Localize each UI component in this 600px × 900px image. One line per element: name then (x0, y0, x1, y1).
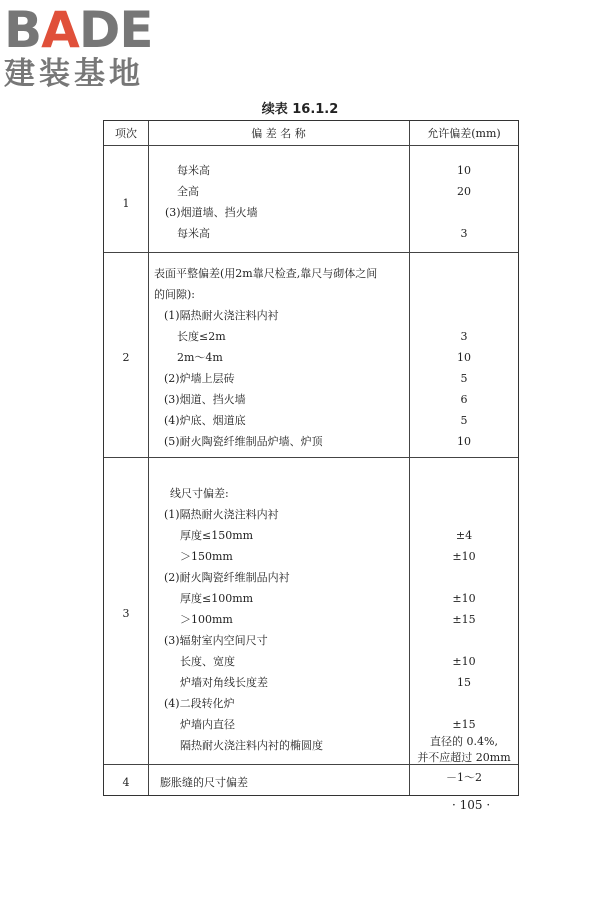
row-rule (104, 457, 518, 458)
row-3-line: ＞150mm (180, 550, 233, 563)
row-2-value: 10 (457, 435, 471, 448)
row-3-line: 厚度≤150mm (180, 529, 254, 542)
column-rule (148, 121, 149, 795)
deviation-table (103, 120, 519, 796)
logo-chinese-text: 建装基地 (4, 56, 144, 92)
row-1-index: 1 (122, 197, 130, 210)
logo-brand-prefix: B (4, 1, 42, 59)
row-1-value: 10 (457, 164, 471, 177)
header-name: 偏 差 名 称 (251, 127, 306, 140)
row-rule (104, 252, 518, 253)
row-1-line: 每米高 (177, 227, 210, 240)
row-3-value: ±15 (452, 718, 476, 731)
header-index: 项次 (115, 127, 137, 140)
row-2-index: 2 (122, 351, 130, 364)
row-2-value: 3 (460, 330, 468, 343)
row-2-line: (1)隔热耐火浇注料内衬 (164, 309, 279, 322)
row-4-value: －1～2 (446, 771, 482, 784)
row-2-line: 2m～4m (177, 351, 223, 364)
row-3-line: 炉墙对角线长度差 (180, 676, 268, 689)
row-3-line: 长度、宽度 (180, 655, 235, 668)
row-3-line: (3)辐射室内空间尺寸 (164, 634, 268, 647)
row-2-line: (5)耐火陶瓷纤维制品炉墙、炉顶 (164, 435, 323, 448)
row-3-value: ±10 (452, 655, 476, 668)
row-3-value: 15 (457, 676, 471, 689)
row-3-line: (4)二段转化炉 (164, 697, 235, 710)
row-2-value: 10 (457, 351, 471, 364)
row-3-line: ＞100mm (180, 613, 233, 626)
header-rule (104, 145, 518, 146)
page-number: · 105 · (452, 798, 491, 812)
row-3-line: 炉墙内直径 (180, 718, 235, 731)
row-2-value: 6 (460, 393, 468, 406)
row-3-line: 线尺寸偏差: (170, 487, 229, 500)
row-2-line: (4)炉底、烟道底 (164, 414, 246, 427)
row-3-line: 厚度≤100mm (180, 592, 254, 605)
row-3-line: 隔热耐火浇注料内衬的椭圆度 (180, 739, 323, 752)
row-4-index: 4 (122, 776, 130, 789)
row-2-line: 表面平整偏差(用2m靠尺检查,靠尺与砌体之间 (154, 267, 378, 280)
table-caption: 续表 16.1.2 (261, 102, 339, 117)
logo-brand (4, 1, 179, 59)
logo-brand-suffix: DE (78, 1, 153, 59)
row-3-line: (2)耐火陶瓷纤维制品内衬 (164, 571, 290, 584)
row-2-value: 5 (460, 372, 468, 385)
bade-logo (4, 1, 179, 94)
column-rule (409, 121, 410, 795)
row-1-line: (3)烟道墙、挡火墙 (165, 206, 258, 219)
row-3-value: 直径的 0.4%, (430, 735, 498, 748)
row-3-index: 3 (122, 607, 130, 620)
row-1-line: 每米高 (177, 164, 210, 177)
row-3-line: (1)隔热耐火浇注料内衬 (164, 508, 279, 521)
row-3-value: ±4 (455, 529, 473, 542)
header-value: 允许偏差(mm) (427, 127, 501, 140)
row-1-value: 3 (460, 227, 468, 240)
logo-brand-accent: A (41, 1, 79, 59)
row-3-extra-value: 并不应超过 20mm (417, 751, 511, 764)
row-2-line: 的间隙): (154, 288, 195, 301)
row-3-value: ±10 (452, 550, 476, 563)
row-1-line: 全高 (177, 185, 199, 198)
row-2-line: (3)烟道、挡火墙 (164, 393, 246, 406)
row-3-value: ±15 (452, 613, 476, 626)
row-3-value: ±10 (452, 592, 476, 605)
row-1-value: 20 (457, 185, 471, 198)
row-2-line: 长度≤2m (177, 330, 226, 343)
row-4-line: 膨胀缝的尺寸偏差 (160, 776, 248, 789)
row-2-line: (2)炉墙上层砖 (164, 372, 235, 385)
row-2-value: 5 (460, 414, 468, 427)
